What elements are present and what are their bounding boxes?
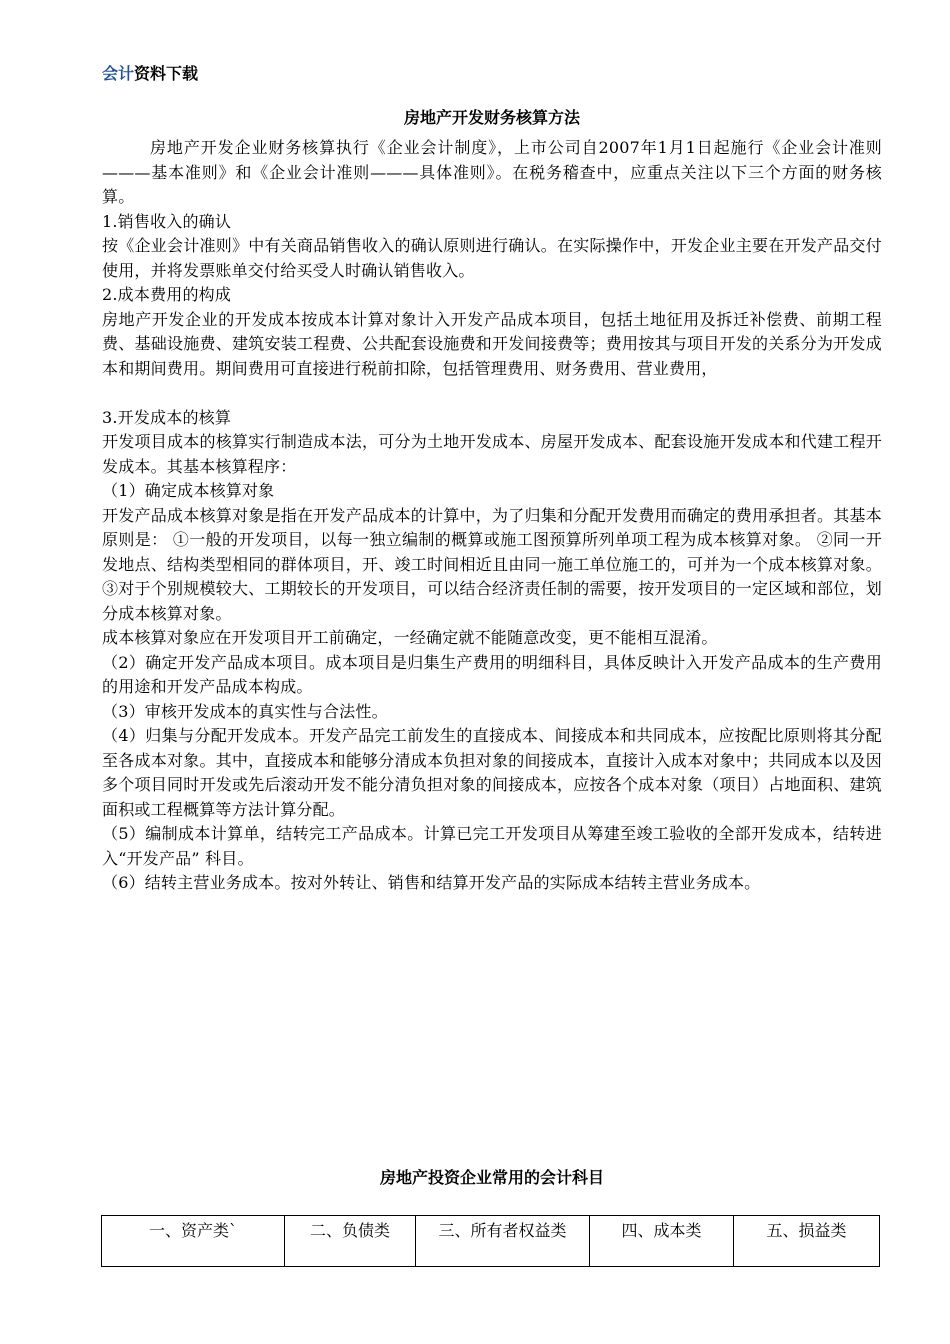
section-3-heading: 3.开发成本的核算 [102, 407, 232, 427]
accounts-table [101, 1215, 880, 1267]
section-2-body: 房地产开发企业的开发成本按成本计算对象计入开发产品成本项目，包括土地征用及拆迁补偿费、前期工程费、基础设施费、建筑安装工程费、公共配套设施费和开发间接费等；费用按其与项目开发的关系分为开发成本和期间费用。期间费用可直接进行税前扣除，包括管理费用、财务费用、营业费用， [102, 309, 882, 378]
blank-line [102, 381, 882, 406]
step-1-note: 成本核算对象应在开发项目开工前确定，一经确定就不能随意改变，更不能相互混淆。 [102, 628, 718, 647]
download-header [102, 62, 882, 86]
step-6: （6）结转主营业务成本。按对外转让、销售和结算开发产品的实际成本结转主营业务成本。 [102, 873, 761, 892]
document-body [102, 136, 882, 896]
document-page [102, 62, 882, 896]
table-header-cell: 三、所有者权益类 [416, 1216, 590, 1267]
table-header-cell: 一、资产类` [102, 1216, 285, 1267]
header-accent-link[interactable]: 会计 [102, 64, 135, 83]
table-row [102, 1216, 880, 1267]
step-2: （2）确定开发产品成本项目。成本项目是归集生产费用的明细科目，具体反映计入开发产品成本的生产费用的用途和开发产品成本构成。 [102, 652, 882, 696]
step-3: （3）审核开发成本的真实性与合法性。 [102, 701, 388, 721]
accounts-title: 房地产投资企业常用的会计科目 [379, 1168, 604, 1187]
section-1-heading: 1.销售收入的确认 [102, 211, 232, 231]
section-3-body: 开发项目成本的核算实行制造成本法，可分为土地开发成本、房屋开发成本、配套设施开发成本和代建工程开发成本。其基本核算程序： [102, 432, 882, 476]
step-4: （4）归集与分配开发成本。开发产品完工前发生的直接成本、间接成本和共同成本，应按配比原则将其分配至各成本对象。其中，直接成本和能够分清成本负担对象的间接成本，直接计入成本对象中；共同成本以及因多个项目同时开发或先后滚动开发不能分清负担对象的间接成本，应按各个成本对象（项目）占地面积、建筑面积或工程概算等方法计算分配。 [102, 726, 882, 819]
section-1-body: 按《企业会计准则》中有关商品销售收入的确认原则进行确认。在实际操作中，开发企业主要在开发产品交付使用，并将发票账单交付给买受人时确认销售收入。 [102, 236, 882, 280]
table-header-cell: 四、成本类 [590, 1216, 734, 1267]
table-header-cell: 五、损益类 [734, 1216, 880, 1267]
step-1-heading: （1）确定成本核算对象 [102, 481, 275, 500]
table-header-cell: 二、负债类 [285, 1216, 416, 1267]
section-2-heading: 2.成本费用的构成 [102, 285, 232, 304]
header-rest: 资料下载 [134, 64, 199, 83]
step-1-body: 开发产品成本核算对象是指在开发产品成本的计算中，为了归集和分配开发费用而确定的费用承担者。其基本原则是： ①一般的开发项目，以每一独立编制的概算或施工图预算所列单项工程为成本核算对象。 ②同一开发地点、结构类型相同的群体项目，开、竣工时间相近且由同一施工单位施工的，可并为一个成本核算对象。 ③对于个别规模较大、工期较长的开发项目，可以结合经济责任制的需要，按开发项目的一定区域和部位，划分成本核算对象。 [102, 505, 882, 623]
step-5: （5）编制成本计算单，结转完工产品成本。计算已完工开发项目从筹建至竣工验收的全部开发成本，结转进入“开发产品” 科目。 [102, 824, 882, 868]
intro-paragraph: 房地产开发企业财务核算执行《企业会计制度》，上市公司自2007年1月1日起施行《企业会计准则———基本准则》和《企业会计准则———具体准则》。在税务稽查中，应重点关注以下三个方面的财务核算。 [102, 138, 882, 206]
document-title: 房地产开发财务核算方法 [403, 108, 580, 127]
